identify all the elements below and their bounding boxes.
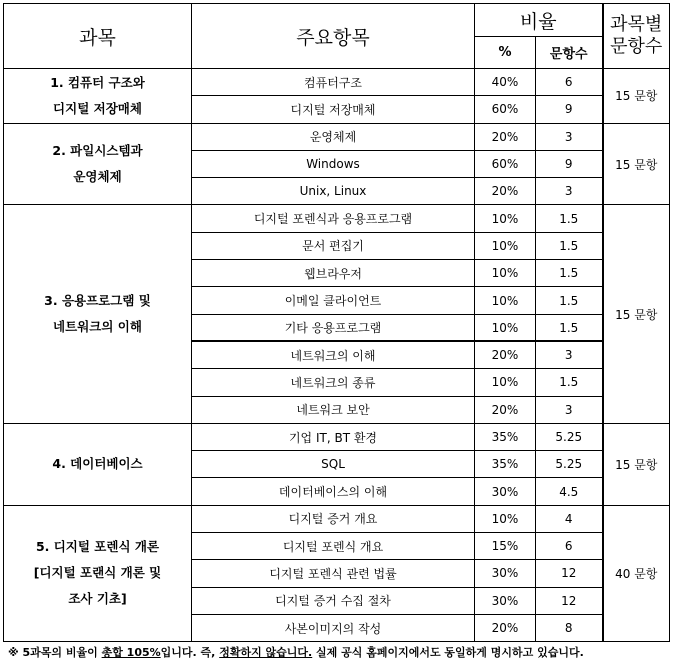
item-cell: 웹브라우저 bbox=[192, 260, 475, 287]
subject-title-line: 4. 데이터베이스 bbox=[52, 456, 143, 472]
header-ratio: 비율 bbox=[475, 4, 603, 37]
subject-total-cell: 15 문항 bbox=[603, 123, 670, 205]
item-cell: SQL bbox=[192, 451, 475, 478]
count-cell: 8 bbox=[536, 614, 603, 641]
subject-title-line: 조사 기초] bbox=[68, 591, 127, 607]
percent-cell: 40% bbox=[475, 69, 536, 96]
subject-title-line: 2. 파일시스템과 bbox=[52, 143, 143, 159]
item-cell: 기업 IT, BT 환경 bbox=[192, 423, 475, 450]
count-cell: 1.5 bbox=[536, 369, 603, 396]
percent-cell: 60% bbox=[475, 150, 536, 177]
subject-cell bbox=[4, 69, 192, 124]
header-subject: 과목 bbox=[4, 4, 192, 69]
item-cell: 디지털 포렌식과 응용프로그램 bbox=[192, 205, 475, 232]
exam-subject-table bbox=[3, 3, 670, 642]
item-cell: Windows bbox=[192, 150, 475, 177]
count-cell: 4 bbox=[536, 505, 603, 532]
subject-cell bbox=[4, 123, 192, 205]
percent-cell: 20% bbox=[475, 614, 536, 641]
count-cell: 9 bbox=[536, 96, 603, 123]
subject-title-line: 운영체제 bbox=[73, 169, 122, 185]
subject-total-cell: 15 문항 bbox=[603, 423, 670, 505]
item-cell: 디지털 증거 개요 bbox=[192, 505, 475, 532]
item-cell: 운영체제 bbox=[192, 123, 475, 150]
percent-cell: 20% bbox=[475, 341, 536, 368]
header-main-items: 주요항목 bbox=[192, 4, 475, 69]
percent-cell: 15% bbox=[475, 533, 536, 560]
item-cell: 네트워크의 이해 bbox=[192, 341, 475, 368]
count-cell: 6 bbox=[536, 69, 603, 96]
subject-total-cell: 40 문항 bbox=[603, 505, 670, 641]
header-per-subject-line1: 과목별 bbox=[610, 14, 663, 35]
item-cell: 네트워크의 종류 bbox=[192, 369, 475, 396]
subject-title-line: 네트워크의 이해 bbox=[53, 319, 142, 335]
percent-cell: 30% bbox=[475, 478, 536, 505]
percent-cell: 10% bbox=[475, 205, 536, 232]
subject-cell bbox=[4, 505, 192, 641]
footnote bbox=[8, 644, 584, 660]
subject-title-line: 1. 컴퓨터 구조와 bbox=[50, 74, 145, 90]
count-cell: 3 bbox=[536, 123, 603, 150]
percent-cell: 20% bbox=[475, 396, 536, 423]
subject-title-line: 5. 디지털 포렌식 개론 bbox=[35, 539, 160, 555]
count-cell: 5.25 bbox=[536, 423, 603, 450]
count-cell: 1.5 bbox=[536, 287, 603, 314]
item-cell: 데이터베이스의 이해 bbox=[192, 478, 475, 505]
table-row bbox=[4, 505, 670, 532]
table-row bbox=[4, 123, 670, 150]
header-percent: % bbox=[475, 37, 536, 69]
percent-cell: 60% bbox=[475, 96, 536, 123]
item-cell: 디지털 포렌식 개요 bbox=[192, 533, 475, 560]
footnote-part2: 총합 105% bbox=[101, 646, 161, 659]
percent-cell: 10% bbox=[475, 505, 536, 532]
item-cell: 디지털 포렌식 관련 법률 bbox=[192, 560, 475, 587]
subject-title-line: 디지털 저장매체 bbox=[53, 100, 142, 116]
subject-title-line: 3. 응용프로그램 및 bbox=[44, 293, 151, 309]
footnote-part4: 정확하지 않습니다. bbox=[219, 646, 313, 659]
subject-cell bbox=[4, 205, 192, 423]
item-cell: 네트워크 보안 bbox=[192, 396, 475, 423]
percent-cell: 35% bbox=[475, 423, 536, 450]
header-question-count: 문항수 bbox=[536, 37, 603, 69]
table-row bbox=[4, 69, 670, 96]
item-cell: Unix, Linux bbox=[192, 178, 475, 205]
footnote-part5: 실제 공식 홈페이지에서도 동일하게 명시하고 있습니다. bbox=[312, 646, 584, 659]
subject-title-line: [디지털 포랜식 개론 및 bbox=[33, 565, 162, 581]
percent-cell: 10% bbox=[475, 369, 536, 396]
item-cell: 기타 응용프로그램 bbox=[192, 314, 475, 341]
percent-cell: 30% bbox=[475, 560, 536, 587]
table-row bbox=[4, 205, 670, 232]
percent-cell: 20% bbox=[475, 123, 536, 150]
percent-cell: 10% bbox=[475, 232, 536, 259]
count-cell: 9 bbox=[536, 150, 603, 177]
footnote-part3: 입니다. 즉, bbox=[160, 646, 220, 659]
percent-cell: 10% bbox=[475, 260, 536, 287]
footnote-part1: ※ 5과목의 비율이 bbox=[8, 646, 102, 659]
item-cell: 사본이미지의 작성 bbox=[192, 614, 475, 641]
percent-cell: 20% bbox=[475, 178, 536, 205]
item-cell: 디지털 저장매체 bbox=[192, 96, 475, 123]
count-cell: 6 bbox=[536, 533, 603, 560]
item-cell: 컴퓨터구조 bbox=[192, 69, 475, 96]
percent-cell: 10% bbox=[475, 314, 536, 341]
header-per-subject-count bbox=[603, 4, 670, 69]
item-cell: 이메일 클라이언트 bbox=[192, 287, 475, 314]
count-cell: 1.5 bbox=[536, 205, 603, 232]
count-cell: 3 bbox=[536, 178, 603, 205]
item-cell: 문서 편집기 bbox=[192, 232, 475, 259]
subject-total-cell: 15 문항 bbox=[603, 205, 670, 423]
count-cell: 1.5 bbox=[536, 232, 603, 259]
count-cell: 1.5 bbox=[536, 260, 603, 287]
header-per-subject-line2: 문항수 bbox=[610, 36, 663, 57]
percent-cell: 10% bbox=[475, 287, 536, 314]
item-cell: 디지털 증거 수집 절차 bbox=[192, 587, 475, 614]
count-cell: 1.5 bbox=[536, 314, 603, 341]
subject-total-cell: 15 문항 bbox=[603, 69, 670, 124]
count-cell: 3 bbox=[536, 341, 603, 368]
percent-cell: 30% bbox=[475, 587, 536, 614]
subject-cell bbox=[4, 423, 192, 505]
header-row-1 bbox=[4, 4, 670, 37]
count-cell: 5.25 bbox=[536, 451, 603, 478]
count-cell: 3 bbox=[536, 396, 603, 423]
count-cell: 12 bbox=[536, 560, 603, 587]
table-row bbox=[4, 423, 670, 450]
count-cell: 4.5 bbox=[536, 478, 603, 505]
count-cell: 12 bbox=[536, 587, 603, 614]
percent-cell: 35% bbox=[475, 451, 536, 478]
